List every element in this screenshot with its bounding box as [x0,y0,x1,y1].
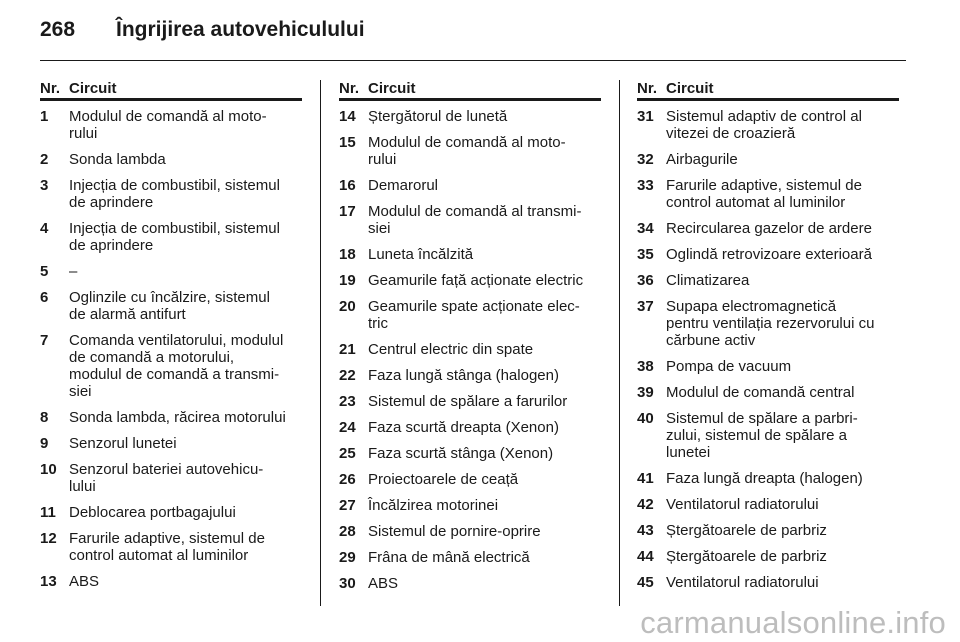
circuit-text-line: Geamurile spate acționate elec- [368,298,580,315]
circuit-description [368,203,601,237]
circuit-header: Circuit [368,80,416,97]
fuse-row [339,549,601,566]
fuse-row [40,573,302,590]
fuse-number: 14 [339,108,356,125]
circuit-description [368,134,601,168]
circuit-text-line: Geamurile față acționate electric [368,272,584,289]
fuse-row [40,263,302,280]
circuit-text-line: Centrul electric din spate [368,341,534,358]
watermark: carmanualsonline.info [640,605,946,640]
fuse-row [637,496,899,513]
circuit-text-line: Oglinzile cu încălzire, sistemul [69,289,270,306]
fuse-number: 9 [40,435,49,452]
fuse-number: 43 [637,522,654,539]
circuit-description [666,272,899,289]
fuse-number: 42 [637,496,654,513]
column-divider [619,80,620,606]
circuit-text-line: rului [69,125,98,142]
fuse-row [339,341,601,358]
fuse-number: 19 [339,272,356,289]
circuit-description [368,419,601,436]
circuit-text-line: Luneta încălzită [368,246,474,263]
circuit-text-line: lunetei [666,444,711,461]
circuit-description [368,393,601,410]
circuit-text-line: de aprindere [69,237,154,254]
fuse-row [40,461,302,495]
circuit-description [666,522,899,539]
circuit-text-line: Injecția de combustibil, sistemul [69,220,280,237]
fuse-row [40,504,302,521]
circuit-text-line: Senzorul bateriei autovehicu- [69,461,264,478]
fuse-row [637,522,899,539]
circuit-header: Circuit [69,80,117,97]
fuse-row [40,177,302,211]
fuse-number: 27 [339,497,356,514]
circuit-text-line: siei [368,220,391,237]
circuit-text-line: Sonda lambda, răcirea motorului [69,409,286,426]
fuse-number: 25 [339,445,356,462]
circuit-text-line: Încălzirea motorinei [368,497,499,514]
circuit-text-line: Faza scurtă dreapta (Xenon) [368,419,559,436]
fuse-number: 4 [40,220,49,237]
fuse-number: 45 [637,574,654,591]
circuit-text-line: ABS [368,575,399,592]
circuit-text-line: Modulul de comandă al moto- [69,108,267,125]
column-header [40,80,302,101]
circuit-text-line: tric [368,315,388,332]
fuse-number: 28 [339,523,356,540]
fuse-number: 12 [40,530,57,547]
circuit-description [69,263,302,280]
fuse-row [40,108,302,142]
circuit-text-line: de aprindere [69,194,154,211]
column-header [339,80,601,101]
fuse-number: 36 [637,272,654,289]
circuit-description [368,575,601,592]
circuit-description [666,358,899,375]
header-rule [40,60,906,61]
page-number: 268 [40,18,76,41]
circuit-text-line: Sistemul de spălare a farurilor [368,393,568,410]
circuit-text-line: Modulul de comandă al transmi- [368,203,582,220]
circuit-description [666,574,899,591]
fuse-number: 16 [339,177,356,194]
fuse-row [637,574,899,591]
circuit-text-line: Faza scurtă stânga (Xenon) [368,445,554,462]
column-divider [320,80,321,606]
circuit-text-line: ABS [69,573,100,590]
fuse-row [339,134,601,168]
circuit-text-line: control automat al luminilor [69,547,249,564]
circuit-text-line: Senzorul lunetei [69,435,177,452]
fuse-number: 44 [637,548,654,565]
circuit-text-line: Sonda lambda [69,151,166,168]
circuit-text-line: Airbagurile [666,151,738,168]
fuse-row [339,367,601,384]
circuit-text-line: Faza lungă stânga (halogen) [368,367,559,384]
circuit-description [368,549,601,566]
fuse-row [339,419,601,436]
fuse-row [637,220,899,237]
fuse-number: 38 [637,358,654,375]
fuse-number: 29 [339,549,356,566]
circuit-text-line: zului, sistemul de spălare a [666,427,847,444]
circuit-text-line: Pompa de vacuum [666,358,792,375]
circuit-text-line: Ventilatorul radiatorului [666,574,819,591]
circuit-text-line: Farurile adaptive, sistemul de [666,177,862,194]
circuit-text-line: Supapa electromagnetică [666,298,837,315]
fuse-row [637,470,899,487]
circuit-text-line: de alarmă antifurt [69,306,186,323]
fuse-number: 20 [339,298,356,315]
circuit-description [666,410,899,461]
fuse-number: 11 [40,504,56,521]
fuse-row [637,410,899,461]
circuit-text-line: modulul de comandă a transmi- [69,366,280,383]
fuse-number: 10 [40,461,57,478]
fuse-number: 15 [339,134,356,151]
fuse-number: 22 [339,367,356,384]
fuse-row [339,393,601,410]
circuit-text-line: Recircularea gazelor de ardere [666,220,872,237]
circuit-text-line: – [69,263,78,280]
circuit-description [69,177,302,211]
circuit-description [69,151,302,168]
nr-header: Nr. [339,80,360,97]
circuit-description [368,471,601,488]
circuit-description [368,341,601,358]
page-header [40,18,920,60]
circuit-description [69,461,302,495]
fuse-row [339,471,601,488]
circuit-text-line: Proiectoarele de ceață [368,471,519,488]
circuit-description [368,108,601,125]
circuit-description [69,289,302,323]
column-header [637,80,899,101]
circuit-text-line: siei [69,383,92,400]
circuit-description [368,298,601,332]
fuse-row [637,177,899,211]
nr-header: Nr. [40,80,61,97]
circuit-description [69,108,302,142]
circuit-description [69,573,302,590]
fuse-row [637,272,899,289]
fuse-number: 21 [339,341,356,358]
fuse-row [339,246,601,263]
fuse-number: 1 [40,108,49,125]
fuse-number: 24 [339,419,356,436]
circuit-description [368,445,601,462]
circuit-description [666,151,899,168]
circuit-description [666,470,899,487]
fuse-number: 34 [637,220,654,237]
fuse-number: 41 [637,470,654,487]
fuse-number: 3 [40,177,49,194]
circuit-text-line: Ștergătoarele de parbriz [666,548,827,565]
circuit-description [368,497,601,514]
circuit-text-line: Ventilatorul radiatorului [666,496,819,513]
fuse-row [40,220,302,254]
circuit-description [368,177,601,194]
circuit-text-line: Sistemul de spălare a parbri- [666,410,858,427]
circuit-text-line: Injecția de combustibil, sistemul [69,177,280,194]
fuse-number: 37 [637,298,654,315]
fuse-number: 26 [339,471,356,488]
circuit-text-line: Sistemul de pornire-oprire [368,523,541,540]
circuit-description [666,384,899,401]
fuse-table-column-1 [40,80,302,590]
fuse-number: 7 [40,332,49,349]
fuse-row [339,298,601,332]
fuse-number: 32 [637,151,654,168]
circuit-text-line: cărbune activ [666,332,756,349]
circuit-description [666,246,899,263]
circuit-description [666,177,899,211]
circuit-text-line: Frâna de mână electrică [368,549,530,566]
fuse-row [339,108,601,125]
circuit-header: Circuit [666,80,714,97]
circuit-description [666,220,899,237]
fuse-row [40,435,302,452]
circuit-text-line: Comanda ventilatorului, modulul [69,332,284,349]
circuit-text-line: Faza lungă dreapta (halogen) [666,470,863,487]
circuit-description [666,108,899,142]
fuse-number: 33 [637,177,654,194]
circuit-text-line: pentru ventilația rezervorului cu [666,315,875,332]
fuse-row [637,548,899,565]
fuse-row [637,298,899,349]
fuse-number: 23 [339,393,356,410]
circuit-text-line: Oglindă retrovizoare exterioară [666,246,872,263]
fuse-number: 5 [40,263,49,280]
circuit-description [69,435,302,452]
circuit-text-line: Sistemul adaptiv de control al [666,108,862,125]
fuse-row [339,497,601,514]
circuit-description [666,548,899,565]
fuse-table-column-3 [637,80,899,591]
circuit-description [666,298,899,349]
fuse-row [637,384,899,401]
circuit-description [69,409,302,426]
fuse-row [40,409,302,426]
circuit-description [368,367,601,384]
fuse-row [637,151,899,168]
fuse-row [339,272,601,289]
fuse-row [40,332,302,400]
circuit-text-line: Demarorul [368,177,439,194]
circuit-text-line: Modulul de comandă al moto- [368,134,566,151]
circuit-text-line: Deblocarea portbagajului [69,504,236,521]
circuit-description [368,246,601,263]
circuit-text-line: Farurile adaptive, sistemul de [69,530,265,547]
circuit-text-line: control automat al luminilor [666,194,846,211]
fuse-row [339,177,601,194]
fuse-number: 17 [339,203,356,220]
fuse-row [339,445,601,462]
circuit-text-line: Ștergătoarele de parbriz [666,522,827,539]
fuse-number: 2 [40,151,49,168]
circuit-description [69,332,302,400]
circuit-text-line: lului [69,478,96,495]
circuit-description [368,523,601,540]
circuit-text-line: de comandă a motorului, [69,349,235,366]
circuit-description [69,530,302,564]
circuit-description [69,220,302,254]
circuit-text-line: Ștergătorul de lunetă [368,108,508,125]
fuse-number: 8 [40,409,49,426]
fuse-number: 31 [637,108,654,125]
circuit-text-line: rului [368,151,397,168]
fuse-number: 30 [339,575,356,592]
circuit-text-line: Modulul de comandă central [666,384,855,401]
fuse-number: 40 [637,410,654,427]
fuse-number: 39 [637,384,654,401]
fuse-row [40,151,302,168]
fuse-number: 6 [40,289,49,306]
fuse-row [339,523,601,540]
fuse-number: 35 [637,246,654,263]
fuse-row [40,530,302,564]
fuse-row [339,203,601,237]
fuse-row [637,358,899,375]
circuit-text-line: vitezei de croazieră [666,125,796,142]
fuse-number: 18 [339,246,356,263]
fuse-number: 13 [40,573,57,590]
circuit-text-line: Climatizarea [666,272,750,289]
fuse-row [40,289,302,323]
fuse-table-column-2 [339,80,601,592]
circuit-description [69,504,302,521]
fuse-row [637,108,899,142]
circuit-description [368,272,601,289]
nr-header: Nr. [637,80,658,97]
fuse-row [339,575,601,592]
fuse-row [637,246,899,263]
page-title: Îngrijirea autovehiculului [116,18,365,41]
circuit-description [666,496,899,513]
